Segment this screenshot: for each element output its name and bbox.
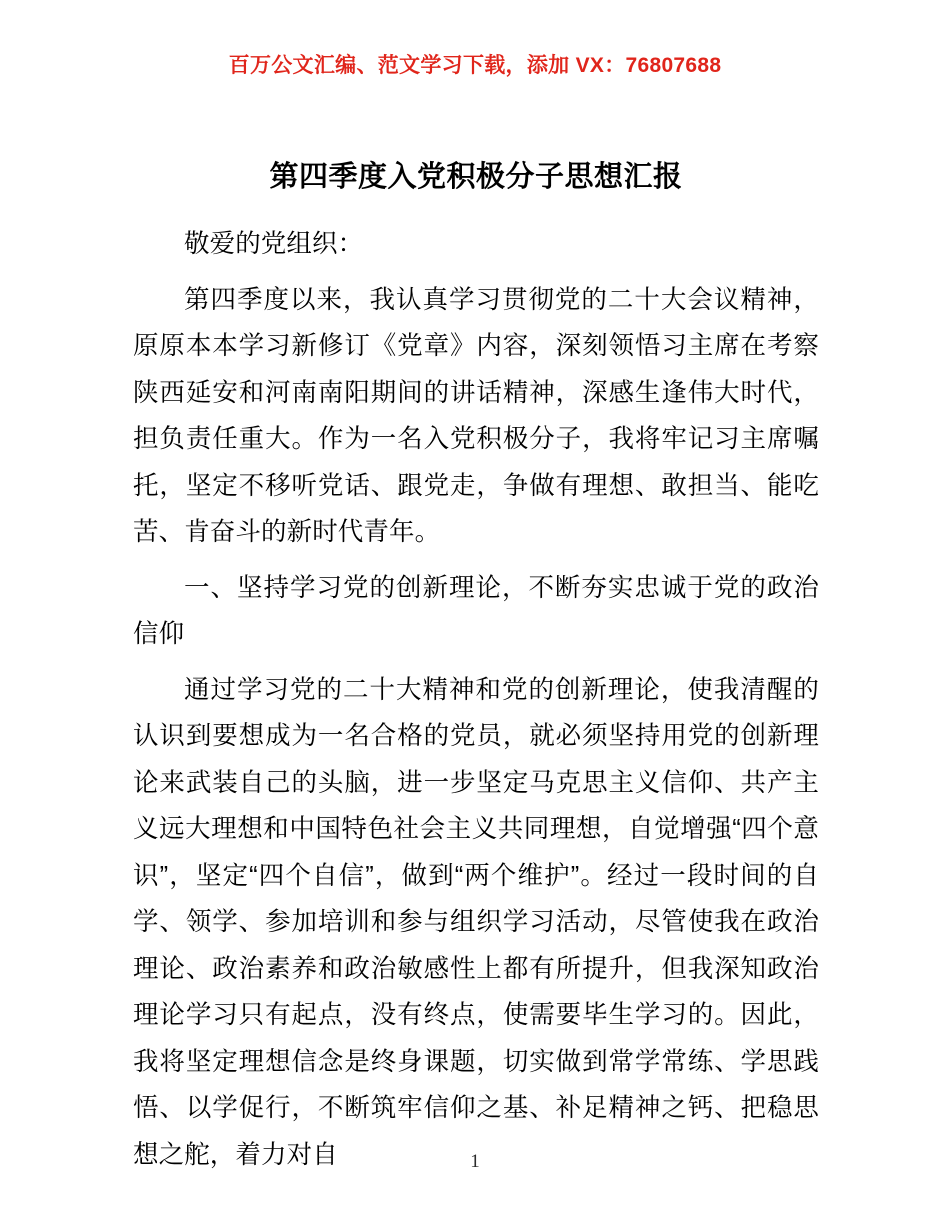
promo-watermark-header: 百万公文汇编、范文学习下载，添加 VX：76807688 [228, 54, 722, 77]
section-heading-1: 一、坚持学习党的创新理论，不断夯实忠诚于党的政治信仰 [133, 573, 819, 649]
footer-page-number: 1 [470, 1151, 480, 1172]
body-paragraph-2: 通过学习党的二十大精神和党的创新理论，使我清醒的认识到要想成为一名合格的党员，就必须坚持用党的创新理论来武装自己的头脑，进一步坚定马克思主义信仰、共产主义远大理想和中国特色社会主义共同理想，自觉增强“四个意识”，坚定“四个自信”，做到“两个维护”。经过一段时间的自学、领学、参加培训和参与组织学习活动，尽管使我在政治理论、政治素养和政治敏感性上都有所提升，但我深知政治理论学习只有起点，没有终点，使需要毕生学习的。因此，我将坚定理想信念是终身课题，切实做到常学常练、学思践悟、以学促行，不断筑牢信仰之基、补足精神之钙、把稳思想之舵，着力对自 [133, 675, 819, 1169]
body-paragraph-1: 第四季度以来，我认真学习贯彻党的二十大会议精神，原原本本学习新修订《党章》内容，深刻领悟习主席在考察陕西延安和河南南阳期间的讲话精神，深感生逢伟大时代，担负责任重大。作为一名入党积极分子，我将牢记习主席嘱托，坚定不移听党话、跟党走，争做有理想、敢担当、能吃苦、肯奋斗的新时代青年。 [133, 285, 819, 547]
salutation-paragraph: 敬爱的党组织： [184, 230, 364, 259]
page-title: 第四季度入党积极分子思想汇报 [269, 161, 683, 193]
document-body [133, 0, 819, 1178]
